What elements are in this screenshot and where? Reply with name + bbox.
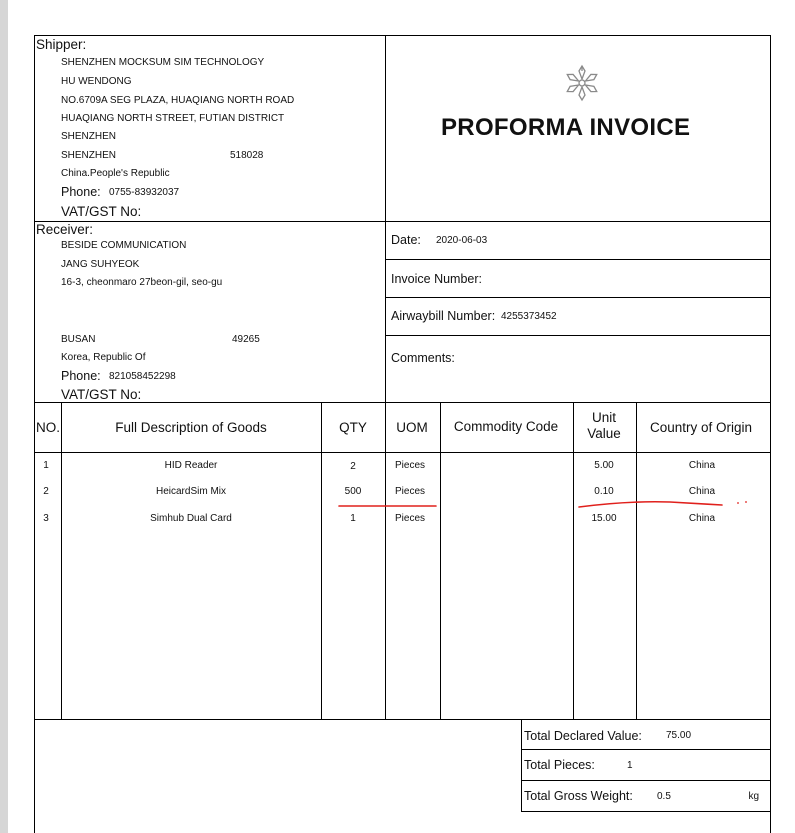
totals-line-1: [521, 749, 771, 750]
header-no: NO.: [35, 420, 61, 435]
total-weight-label: Total Gross Weight:: [524, 789, 633, 803]
divider-header-bottom: [34, 452, 771, 453]
shipper-vat-label: VAT/GST No:: [61, 204, 142, 219]
frame-right: [770, 35, 771, 833]
row-2-no: 2: [43, 486, 49, 497]
row-1-origin: China: [688, 460, 716, 471]
date-label: Date:: [391, 233, 421, 247]
row-1-qty: 2: [350, 461, 356, 472]
page-left-shadow: [0, 0, 8, 833]
totals-line-3: [521, 811, 771, 812]
invoice-number-label: Invoice Number:: [391, 272, 483, 286]
table-bottom: [34, 719, 771, 720]
totals-left-line: [521, 719, 522, 811]
divider-invoice: [385, 297, 771, 298]
shipper-city-2: SHENZHEN: [61, 150, 117, 161]
document-title: PROFORMA INVOICE: [441, 114, 691, 141]
annotation-dot-1: [737, 502, 739, 504]
shipper-phone: 0755-83932037: [109, 187, 180, 198]
receiver-phone: 821058452298: [109, 371, 176, 382]
total-weight-unit: kg: [748, 791, 759, 802]
annotation-underline-value-origin: [579, 502, 722, 507]
row-1-description: HID Reader: [164, 460, 218, 471]
divider-date: [385, 259, 771, 260]
row-2-qty: 500: [344, 486, 362, 497]
header-commodity-code: Commodity Code: [453, 419, 559, 434]
row-1-no: 1: [43, 460, 49, 471]
receiver-address-line-1: 16-3, cheonmaro 27beon-gil, seo-gu: [61, 277, 223, 288]
shipper-label: Shipper:: [36, 37, 87, 52]
col-line-4: [440, 402, 441, 720]
airwaybill-label: Airwaybill Number:: [391, 309, 496, 323]
row-3-no: 3: [43, 513, 49, 524]
totals-line-2: [521, 780, 771, 781]
header-uom: UOM: [396, 420, 428, 435]
header-qty: QTY: [339, 420, 367, 435]
shipper-city: SHENZHEN: [61, 131, 117, 142]
total-declared-value: 75.00: [666, 730, 692, 741]
divider-airwaybill: [385, 335, 771, 336]
receiver-contact: JANG SUHYEOK: [61, 259, 140, 270]
header-country-of-origin: Country of Origin: [649, 420, 753, 435]
total-declared-label: Total Declared Value:: [524, 729, 642, 743]
frame-top: [34, 35, 771, 36]
receiver-label: Receiver:: [36, 222, 94, 237]
shipper-country: China.People's Republic: [61, 168, 170, 179]
divider-shipper-receiver: [34, 221, 771, 222]
airwaybill-value: 4255373452: [501, 311, 557, 322]
total-pieces-value: 1: [627, 760, 633, 771]
receiver-vat-label: VAT/GST No:: [61, 387, 142, 402]
annotation-dot-2: [745, 501, 747, 503]
shipper-postcode: 518028: [230, 150, 264, 161]
row-3-qty: 1: [350, 513, 356, 524]
shipper-phone-label: Phone:: [61, 185, 101, 199]
receiver-postcode: 49265: [232, 334, 260, 345]
row-3-uom: Pieces: [395, 513, 426, 524]
col-line-1: [61, 402, 62, 720]
receiver-phone-label: Phone:: [61, 369, 101, 383]
shipper-company: SHENZHEN MOCKSUM SIM TECHNOLOGY: [61, 57, 265, 68]
header-description: Full Description of Goods: [115, 420, 267, 435]
row-3-description: Simhub Dual Card: [150, 513, 232, 524]
total-weight-value: 0.5: [657, 791, 671, 802]
receiver-country: Korea, Republic Of: [61, 352, 146, 363]
divider-shipper-title: [385, 35, 386, 402]
shipper-address-line-2: HUAQIANG NORTH STREET, FUTIAN DISTRICT: [61, 113, 285, 124]
date-value: 2020-06-03: [436, 235, 488, 246]
row-1-unit-value: 5.00: [594, 460, 614, 471]
row-2-description: HeicardSim Mix: [155, 486, 227, 497]
receiver-city: BUSAN: [61, 334, 96, 345]
col-line-5: [573, 402, 574, 720]
shipper-contact: HU WENDONG: [61, 76, 132, 87]
col-line-2: [321, 402, 322, 720]
row-2-unit-value: 0.10: [594, 486, 614, 497]
frame-left: [34, 35, 35, 833]
receiver-company: BESIDE COMMUNICATION: [61, 240, 187, 251]
header-unit-line-1: Unit: [591, 410, 617, 425]
row-2-origin: China: [688, 486, 716, 497]
row-3-origin: China: [688, 513, 716, 524]
divider-header-top: [34, 402, 771, 403]
col-line-3: [385, 402, 386, 720]
shipper-address-line-1: NO.6709A SEG PLAZA, HUAQIANG NORTH ROAD: [61, 95, 295, 106]
header-unit-line-2: Value: [587, 426, 621, 441]
total-pieces-label: Total Pieces:: [524, 758, 595, 772]
row-3-unit-value: 15.00: [591, 513, 617, 524]
row-2-uom: Pieces: [395, 486, 426, 497]
row-1-uom: Pieces: [395, 460, 426, 471]
comments-label: Comments:: [391, 351, 455, 365]
col-line-6: [636, 402, 637, 720]
